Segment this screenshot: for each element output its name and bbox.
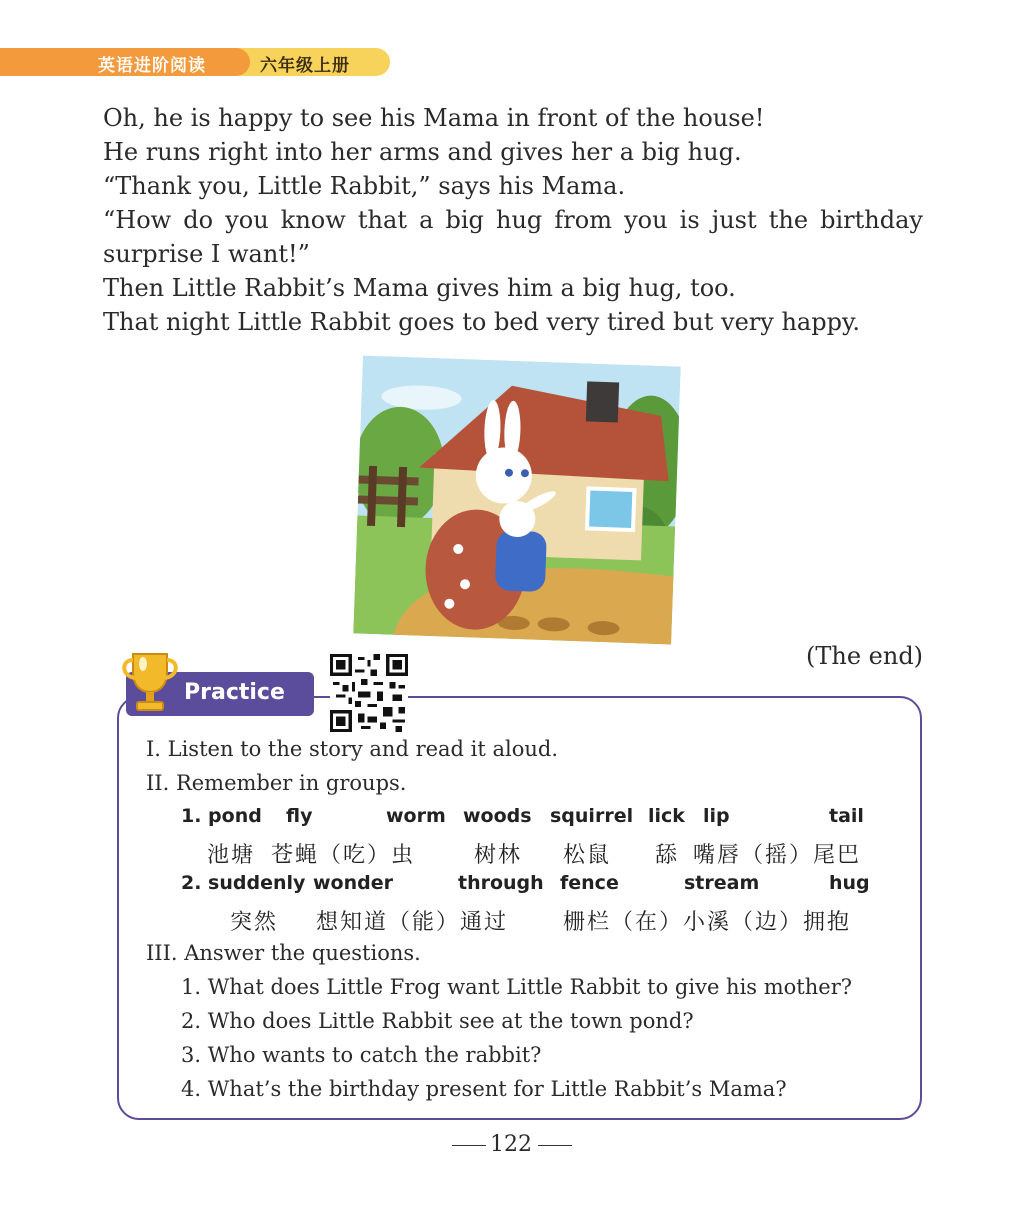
story-line: That night Little Rabbit goes to bed very tired but very happy. [103, 308, 860, 336]
page-number-rule-right [538, 1145, 572, 1146]
story-line: surprise I want!” [103, 240, 310, 268]
grade-label: 六年级上册 [260, 56, 350, 76]
practice-title: Practice [184, 680, 285, 705]
vocab-word: worm [386, 805, 446, 827]
vocab-word: lip [703, 805, 730, 827]
story-text [103, 101, 923, 339]
vocab-translation: 松鼠 [563, 843, 612, 868]
page-number: 122 [490, 1132, 532, 1157]
instruction-2: II. Remember in groups. [146, 771, 407, 795]
vocab-translation: 池塘 [207, 843, 256, 868]
instruction-3: III. Answer the questions. [146, 941, 421, 965]
vocab-word: 2. suddenly [181, 872, 306, 894]
vocab-translation: 树林 [474, 843, 523, 868]
vocab-word: wonder [313, 872, 393, 894]
rabbit-hug-illustration [353, 356, 681, 645]
vocab-word: tail [829, 805, 864, 827]
vocab-translation: 栅栏（在）小溪（边）拥抱 [563, 910, 852, 935]
vocab-word: stream [684, 872, 760, 894]
vocab-word: fence [560, 872, 619, 894]
story-line: He runs right into her arms and gives her a big hug. [103, 138, 742, 166]
story-line: Oh, he is happy to see his Mama in front of the house! [103, 104, 765, 132]
question-item: 1. What does Little Frog want Little Rabbit to give his mother? [181, 975, 852, 999]
vocab-translation: 想知道（能）通过 [316, 910, 509, 935]
trophy-icon [119, 648, 181, 716]
question-item: 2. Who does Little Rabbit see at the town pond? [181, 1009, 694, 1033]
vocab-translation: 突然 [230, 910, 279, 935]
vocab-word: squirrel [550, 805, 634, 827]
page-number-rule-left [452, 1145, 486, 1146]
question-item: 4. What’s the birthday present for Little Rabbit’s Mama? [181, 1077, 787, 1101]
series-title: 英语进阶阅读 [98, 56, 206, 76]
question-item: 3. Who wants to catch the rabbit? [181, 1043, 542, 1067]
vocab-word: 1. pond [181, 805, 262, 827]
story-line: “How do you know that a big hug from you is just the birthday [103, 206, 923, 234]
story-line: Then Little Rabbit’s Mama gives him a big hug, too. [103, 274, 736, 302]
vocab-word: lick [648, 805, 685, 827]
vocab-translation: 苍蝇（吃）虫 [271, 843, 416, 868]
vocab-translation: 嘴唇（摇）尾巴 [693, 843, 862, 868]
vocab-word: through [458, 872, 544, 894]
vocab-word: fly [286, 805, 313, 827]
story-end-label: (The end) [806, 642, 924, 670]
vocab-word: woods [463, 805, 532, 827]
vocab-translation: 舔 [655, 843, 680, 868]
instruction-1: I. Listen to the story and read it aloud. [146, 737, 559, 761]
story-line: “Thank you, Little Rabbit,” says his Mama. [103, 172, 626, 200]
vocab-word: hug [829, 872, 870, 894]
qr-code[interactable] [330, 654, 408, 732]
